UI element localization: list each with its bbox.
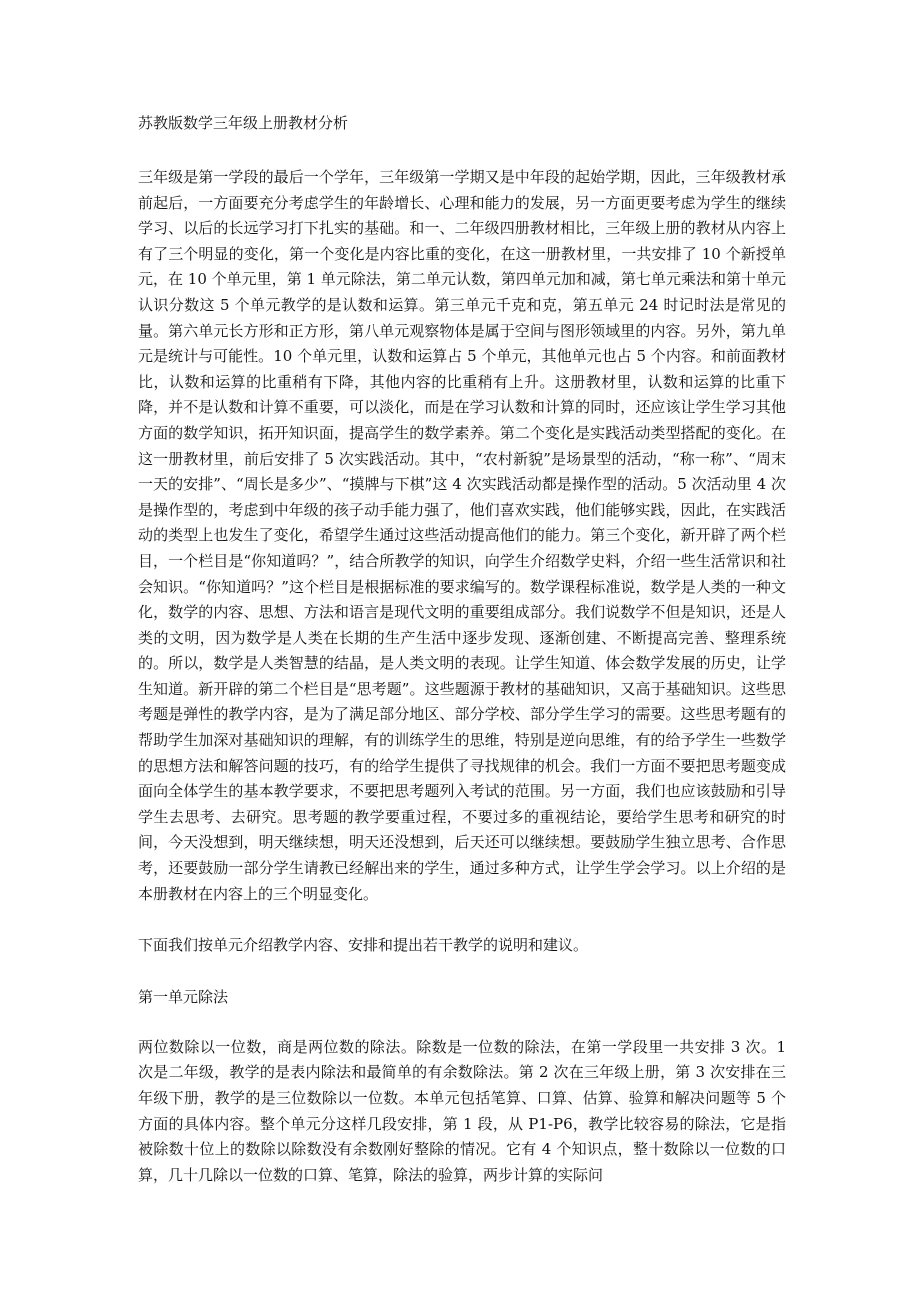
spacer bbox=[138, 907, 786, 933]
intro-paragraph: 三年级是第一学段的最后一个学年，三年级第一学期又是中年段的起始学期，因此，三年级教材承前起后，一方面要充分考虑学生的年龄增长、心理和能力的发展，另一方面更要考虑为学生的继续学习、以后的长远学习打下扎实的基础。和一、二年级四册教材相比，三年级上册的教材从内容上有了三个明显的变化，第一个变化是内容比重的变化，在这一册教材里，一共安排了 10 个新授单元，在 10 个单元里，第 1 单元除法，第二单元认数，第四单元加和减，第七单元乘法和第十单元认识分数这 5 个单元教学的是认数和运算。第三单元千克和克，第五单元 24 时记时法是常见的量。第六单元长方形和正方形，第八单元观察物体是属于空间与图形领域里的内容。另外，第九单元是统计与可能性。10 个单元里，认数和运算占 5 个单元，其他单元也占 5 个内容。和前面教材比，认数和运算的比重稍有下降，其他内容的比重稍有上升。这册教材里，认数和运算的比重下降，并不是认数和计算不重要，可以淡化，而是在学习认数和计算的同时，还应该让学生学习其他方面的数学知识，拓开知识面，提高学生的数学素养。第二个变化是实践活动类型搭配的变化。在这一册教材里，前后安排了 5 次实践活动。其中，“农村新貌”是场景型的活动，“称一称”、“周末一天的安排”、“周长是多少”、“摸牌与下棋”这 4 次实践活动都是操作型的活动。5 次活动里 4 次是操作型的，考虑到中年级的孩子动手能力强了，他们喜欢实践，他们能够实践，因此，在实践活动的类型上也发生了变化，希望学生通过这些活动提高他们的能力。第三个变化，新开辟了两个栏目，一个栏目是“你知道吗？”，结合所教学的知识，向学生介绍数学史料，介绍一些生活常识和社会知识。“你知道吗？”这个栏目是根据标准的要求编写的。数学课程标准说，数学是人类的一种文化，数学的内容、思想、方法和语言是现代文明的重要组成部分。我们说数学不但是知识，还是人类的文明，因为数学是人类在长期的生产生活中逐步发现、逐渐创建、不断提高完善、整理系统的。所以，数学是人类智慧的结晶，是人类文明的表现。让学生知道、体会数学发展的历史，让学生知道。新开辟的第二个栏目是“思考题”。这些题源于教材的基础知识，又高于基础知识。这些思考题是弹性的教学内容，是为了满足部分地区、部分学校、部分学生学习的需要。这些思考题有的帮助学生加深对基础知识的理解，有的训练学生的思维，特别是逆向思维，有的给予学生一些数学的思想方法和解答问题的技巧，有的给学生提供了寻找规律的机会。我们一方面不要把思考题变成面向全体学生的基本教学要求，不要把思考题列入考试的范围。另一方面，我们也应该鼓励和引导学生去思考、去研究。思考题的教学要重过程，不要过多的重视结论，要给学生思考和研究的时间，今天没想到，明天继续想，明天还没想到，后天还可以继续想。要鼓励学生独立思考、合作思考，还要鼓励一部分学生请教已经解出来的学生，通过多种方式，让学生学会学习。以上介绍的是本册教材在内容上的三个明显变化。 bbox=[138, 168, 786, 903]
spacer bbox=[138, 1010, 786, 1035]
document-title: 苏教版数学三年级上册教材分析 bbox=[138, 114, 349, 132]
spacer bbox=[138, 136, 786, 165]
section-paragraph: 两位数除以一位数，商是两位数的除法。除数是一位数的除法，在第一学段里一共安排 3 次。1 次是二年级，教学的是表内除法和最简单的有余数除法。第 2 次在三年级上册，第 3 次安排在三年级下册，教学的是三位数除以一位数。本单元包括笔算、口算、估算、验算和解决问题等 5 个方面的具体内容。整个单元分这样几段安排，第 1 段，从 P1-P6，教学比较容易的除法，它是指被除数十位上的数除以除数没有余数刚好整除的情况。它有 4 个知识点，整十数除以一位数的口算，几十几除以一位数的口算、笔算，除法的验算，两步计算的实际问 bbox=[138, 1037, 786, 1184]
transition-paragraph: 下面我们按单元介绍教学内容、安排和提出若干教学的说明和建议。 bbox=[138, 936, 589, 955]
spacer bbox=[138, 959, 786, 985]
document-page bbox=[138, 111, 786, 1188]
section-heading: 第一单元除法 bbox=[138, 987, 229, 1006]
